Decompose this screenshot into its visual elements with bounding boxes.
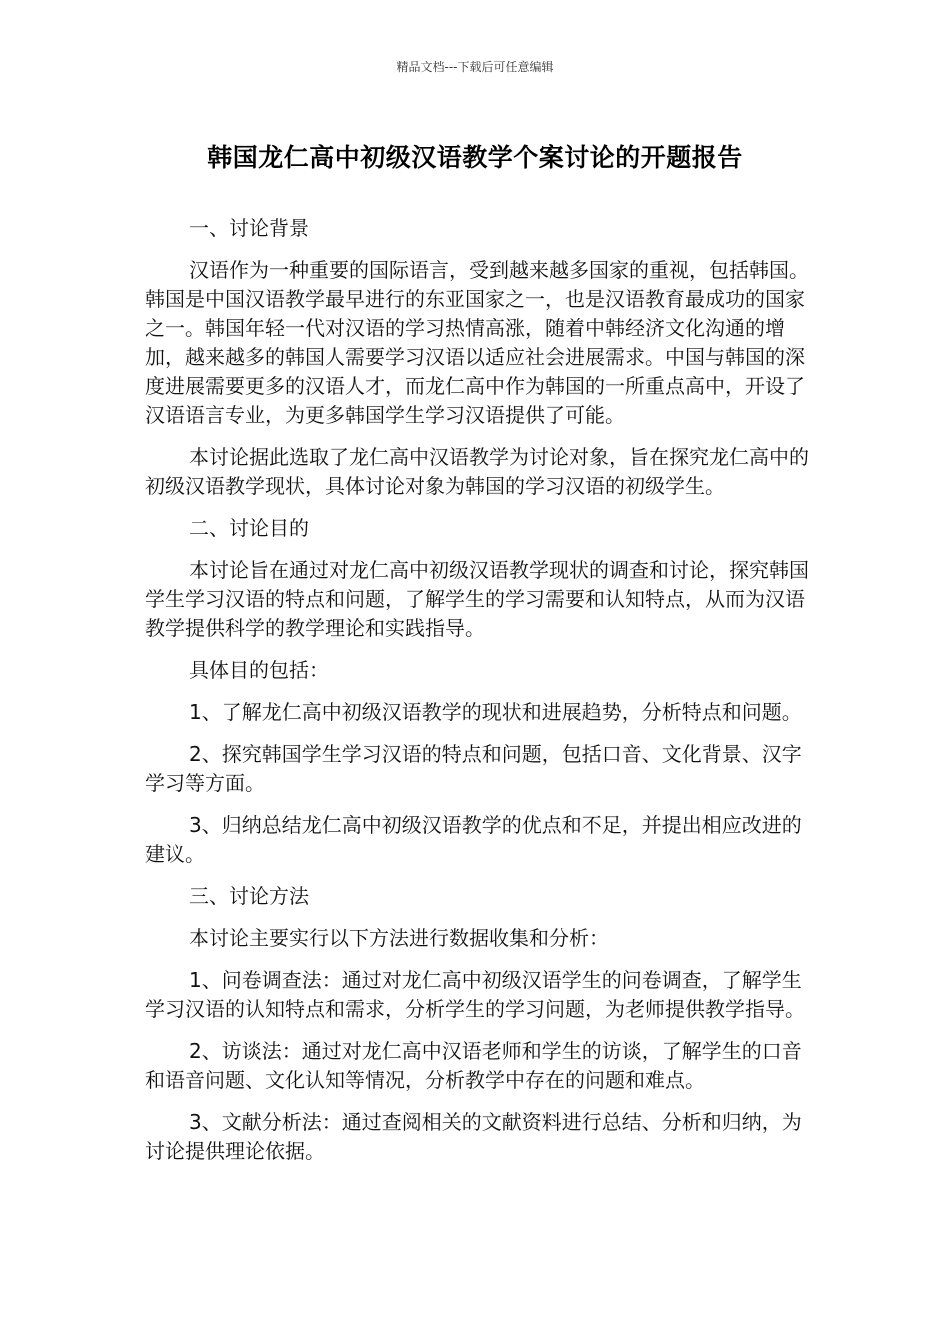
paragraph: 本讨论主要实行以下方法进行数据收集和分析： <box>189 926 609 950</box>
paragraph: 具体目的包括： <box>189 658 329 682</box>
list-item: 1、了解龙仁高中初级汉语教学的现状和进展趋势，分析特点和问题。 <box>189 700 802 724</box>
list-item: 2、探究韩国学生学习汉语的特点和问题，包括口音、文化背景、汉字学习等方面。 <box>145 742 802 795</box>
paragraph: 本讨论据此选取了龙仁高中汉语教学为讨论对象，旨在探究龙仁高中的初级汉语教学现状，具体讨论对象为韩国的学习汉语的初级学生。 <box>145 445 809 498</box>
section-heading-background: 一、讨论背景 <box>189 216 309 240</box>
list-item: 3、归纳总结龙仁高中初级汉语教学的优点和不足，并提出相应改进的建议。 <box>145 813 802 866</box>
paragraph: 本讨论旨在通过对龙仁高中初级汉语教学现状的调查和讨论，探究韩国学生学习汉语的特点和问题，了解学生的学习需要和认知特点，从而为汉语教学提供科学的教学理论和实践指导。 <box>145 558 809 640</box>
list-item: 3、文献分析法：通过查阅相关的文献资料进行总结、分析和归纳，为讨论提供理论依据。 <box>145 1110 802 1163</box>
paragraph: 汉语作为一种重要的国际语言，受到越来越多国家的重视，包括韩国。韩国是中国汉语教学最早进行的东亚国家之一，也是汉语教育最成功的国家之一。韩国年轻一代对汉语的学习热情高涨，随着中韩经济文化沟通的增加，越来越多的韩国人需要学习汉语以适应社会进展需求。中国与韩国的深度进展需要更多的汉语人才，而龙仁高中作为韩国的一所重点高中，开设了汉语语言专业，为更多韩国学生学习汉语提供了可能。 <box>145 258 809 427</box>
list-item: 2、访谈法：通过对龙仁高中汉语老师和学生的访谈，了解学生的口音和语音问题、文化认知等情况，分析教学中存在的问题和难点。 <box>145 1039 802 1092</box>
page-header-note: 精品文档---下载后可任意编辑 <box>396 60 554 74</box>
section-heading-purpose: 二、讨论目的 <box>189 516 309 540</box>
list-item: 1、问卷调查法：通过对龙仁高中初级汉语学生的问卷调查，了解学生学习汉语的认知特点和需求，分析学生的学习问题，为老师提供教学指导。 <box>145 968 805 1021</box>
document-body <box>145 214 810 1179</box>
document-title: 韩国龙仁高中初级汉语教学个案讨论的开题报告 <box>207 143 743 172</box>
section-heading-methods: 三、讨论方法 <box>189 884 309 908</box>
